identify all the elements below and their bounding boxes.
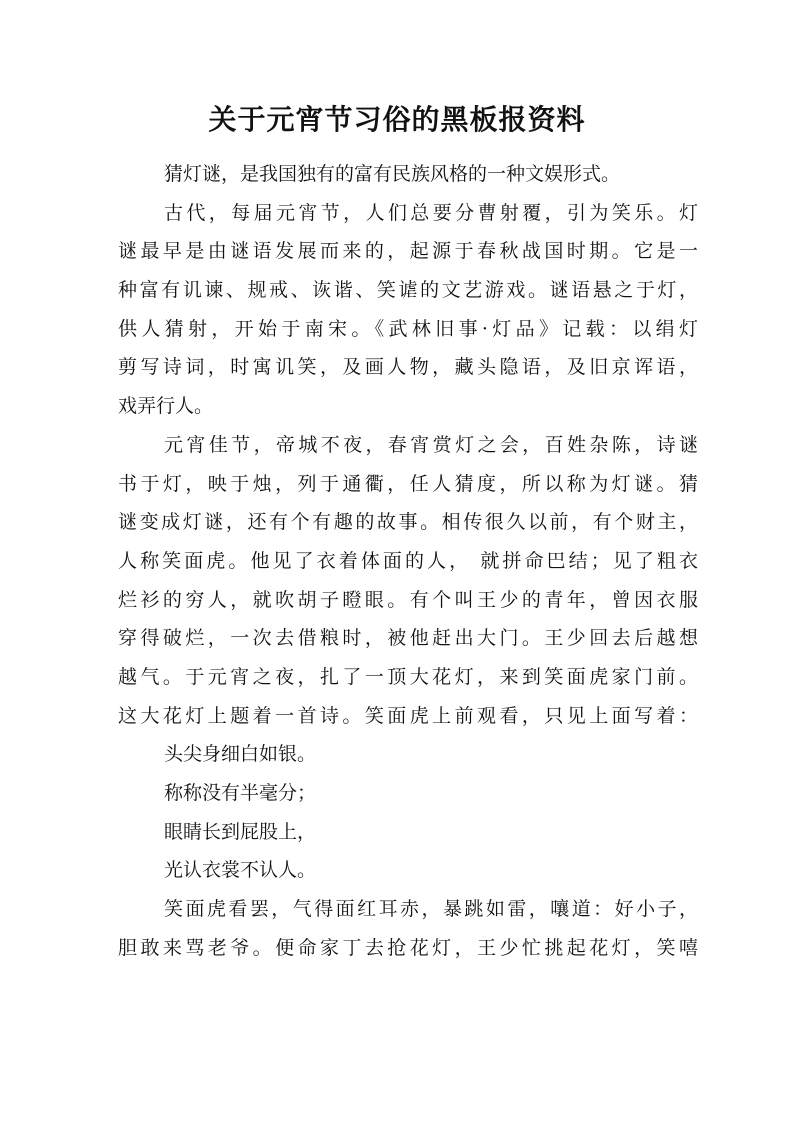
text-line: 光认衣裳不认人。: [164, 859, 317, 882]
text-line: 人称笑面虎。他见了衣着体面的人， 就拼命巴结；见了粗衣: [118, 549, 698, 572]
text-line: 谜变成灯谜，还有个有趣的故事。相传很久以前，有个财主，: [118, 511, 698, 534]
text-line: 戏弄行人。: [118, 395, 214, 418]
text-line: 猜灯谜，是我国独有的富有民族风格的一种文娱形式。: [164, 163, 621, 185]
text-line: 这大花灯上题着一首诗。笑面虎上前观看，只见上面写着：: [118, 704, 698, 727]
text-line: 笑面虎看罢，气得面红耳赤，暴跳如雷，嚷道：好小子，: [164, 898, 698, 921]
document-body: [118, 155, 698, 967]
text-line: 谜最早是由谜语发展而来的，起源于春秋战国时期。它是一: [118, 240, 698, 263]
text-line: 剪写诗词，时寓讥笑，及画人物，藏头隐语，及旧京诨语，: [118, 356, 698, 379]
text-line: 称称没有半毫分；: [164, 782, 317, 804]
text-line: 古代，每届元宵节，人们总要分曹射覆，引为笑乐。灯: [164, 201, 698, 224]
text-line: 穿得破烂，一次去借粮时，被他赶出大门。王少回去后越想: [118, 627, 698, 650]
text-line: 胆敢来骂老爷。便命家丁去抢花灯，王少忙挑起花灯，笑嘻: [118, 936, 698, 959]
text-line: 烂衫的穷人，就吹胡子瞪眼。有个叫王少的青年，曾因衣服: [118, 588, 698, 611]
text-line: 种富有讥谏、规戒、诙谐、笑谑的文艺游戏。谜语悬之于灯，: [118, 279, 698, 302]
text-line: 越气。于元宵之夜，扎了一顶大花灯，来到笑面虎家门前。: [118, 665, 698, 688]
document-title: 关于元宵节习俗的黑板报资料: [208, 103, 586, 136]
text-line: 书于灯，映于烛，列于通衢，任人猜度，所以称为灯谜。猜: [118, 472, 698, 495]
text-line: 眼睛长到屁股上，: [164, 820, 317, 843]
text-line: 供人猜射，开始于南宋。《武林旧事·灯品》记载：以绢灯: [118, 317, 698, 340]
text-line: 头尖身细白如银。: [164, 743, 317, 766]
text-line: 元宵佳节，帝城不夜，春宵赏灯之会，百姓杂陈，诗谜: [164, 433, 698, 456]
